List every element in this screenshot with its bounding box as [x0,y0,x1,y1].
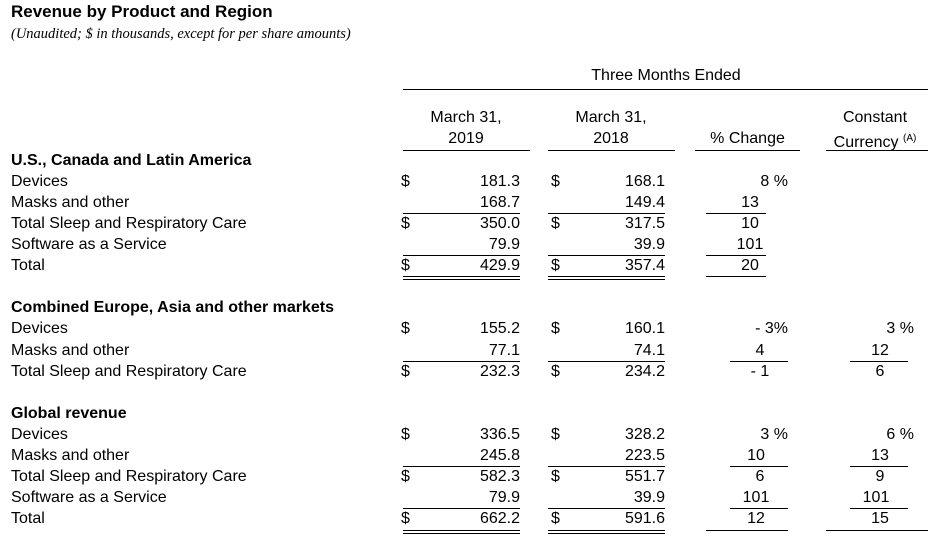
subtotal-line [730,508,788,509]
subtotal-line [403,361,520,362]
value-2019: 582.3 [479,468,520,485]
row-label: Masks and other [11,342,130,359]
value-2019: 245.8 [479,447,520,464]
value-2019: 429.9 [479,257,520,274]
dollar-sign: $ [401,320,410,337]
report-title: Revenue by Product and Region [11,2,273,21]
value-2018: 39.9 [633,236,665,253]
subtotal-line [548,466,665,467]
row-label: Total [11,257,45,274]
pct-change: 10 [747,447,765,464]
value-2018: 160.1 [624,320,665,337]
constant-currency: 6 % [886,426,914,443]
constant-currency: 101 [862,489,890,506]
row-label: Total [11,510,45,527]
constant-currency: 15 [871,510,889,527]
value-2019: 350.0 [479,215,520,232]
value-2018: 551.7 [624,468,665,485]
constant-currency: 12 [871,342,889,359]
pct-change: 101 [742,489,770,506]
subtotal-line [403,255,520,256]
pct-change: 10 [741,215,759,232]
subtotal-line [548,508,665,509]
value-2019: 155.2 [479,320,520,337]
period-header: Three Months Ended [591,67,741,84]
col-2018-line1: March 31, [575,109,647,126]
pct-change: 3 % [760,426,788,443]
subtotal-line [403,213,520,214]
total-double-line [548,530,665,534]
value-2018: 74.1 [633,342,665,359]
dollar-sign: $ [401,173,410,190]
pct-change: 20 [741,257,759,274]
row-label: Masks and other [11,194,130,211]
row-label: Masks and other [11,447,130,464]
col-cc-line2: Currency $^{(A)}$ [833,133,917,151]
dollar-sign: $ [551,363,560,380]
pct-change: 13 [741,194,759,211]
constant-currency: 6 [875,363,885,380]
subtotal-line [706,255,766,256]
value-2019: 79.9 [488,236,520,253]
section-heading: U.S., Canada and Latin America [11,152,252,169]
pct-change: 101 [736,236,764,253]
subtotal-line [403,466,520,467]
pct-change: - 3% [755,320,788,337]
constant-currency: 3 % [886,320,914,337]
value-2018: 149.4 [624,194,665,211]
value-2018: 168.1 [624,173,665,190]
value-2019: 168.7 [479,194,520,211]
col-2019-line2: 2019 [448,130,484,147]
subtotal-line [850,466,908,467]
col-2019-line1: March 31, [430,109,502,126]
value-2018: 317.5 [624,215,665,232]
row-label: Total Sleep and Respiratory Care [11,215,247,232]
pct-change: 4 [755,342,765,359]
subtotal-line [548,361,665,362]
total-double-line [403,530,520,534]
value-2019: 79.9 [488,489,520,506]
dollar-sign: $ [401,468,410,485]
subtotal-line [850,361,908,362]
dollar-sign: $ [551,320,560,337]
dollar-sign: $ [551,173,560,190]
subtotal-line [730,466,788,467]
subtotal-line [850,508,908,509]
total-double-line [548,276,665,280]
value-2018: 223.5 [624,447,665,464]
col-pct-underline [695,150,800,151]
subtotal-line [706,213,766,214]
pct-change: 8 % [760,173,788,190]
pct-change: - 1 [750,363,770,380]
total-double-line [403,276,520,280]
total-line [706,530,788,531]
value-2019: 662.2 [479,510,520,527]
section-heading: Global revenue [11,405,127,422]
row-label: Devices [11,173,68,190]
dollar-sign: $ [551,468,560,485]
col-2018-line2: 2018 [593,130,629,147]
subtotal-line [548,213,665,214]
dollar-sign: $ [401,215,410,232]
subtotal-line [403,508,520,509]
constant-currency: 13 [871,447,889,464]
row-label: Software as a Service [11,489,167,506]
col-pct-change: % Change [710,130,785,147]
col-cc-line1: Constant [842,109,908,126]
pct-change: 12 [747,510,765,527]
value-2018: 357.4 [624,257,665,274]
value-2019: 232.3 [479,363,520,380]
dollar-sign: $ [401,363,410,380]
dollar-sign: $ [401,257,410,274]
total-line [706,276,766,277]
value-2018: 39.9 [633,489,665,506]
dollar-sign: $ [551,257,560,274]
dollar-sign: $ [551,426,560,443]
col-2019-underline [403,150,530,151]
period-header-underline [403,89,928,90]
row-label: Software as a Service [11,236,167,253]
value-2019: 181.3 [479,173,520,190]
row-label: Devices [11,426,68,443]
dollar-sign: $ [401,426,410,443]
subtotal-line [548,255,665,256]
row-label: Total Sleep and Respiratory Care [11,468,247,485]
subtotal-line [730,361,788,362]
row-label: Total Sleep and Respiratory Care [11,363,247,380]
total-line [826,530,928,531]
dollar-sign: $ [401,510,410,527]
row-label: Devices [11,320,68,337]
dollar-sign: $ [551,510,560,527]
value-2018: 591.6 [624,510,665,527]
value-2018: 328.2 [624,426,665,443]
constant-currency: 9 [875,468,885,485]
footnote-marker: (A) [903,133,917,144]
section-heading: Combined Europe, Asia and other markets [11,299,335,316]
value-2018: 234.2 [624,363,665,380]
report-subtitle: (Unaudited; $ in thousands, except for per share amounts) [11,26,351,42]
dollar-sign: $ [551,215,560,232]
col-cc-underline [826,150,928,151]
pct-change: 6 [755,468,765,485]
col-2018-underline [548,150,675,151]
value-2019: 336.5 [479,426,520,443]
value-2019: 77.1 [488,342,520,359]
